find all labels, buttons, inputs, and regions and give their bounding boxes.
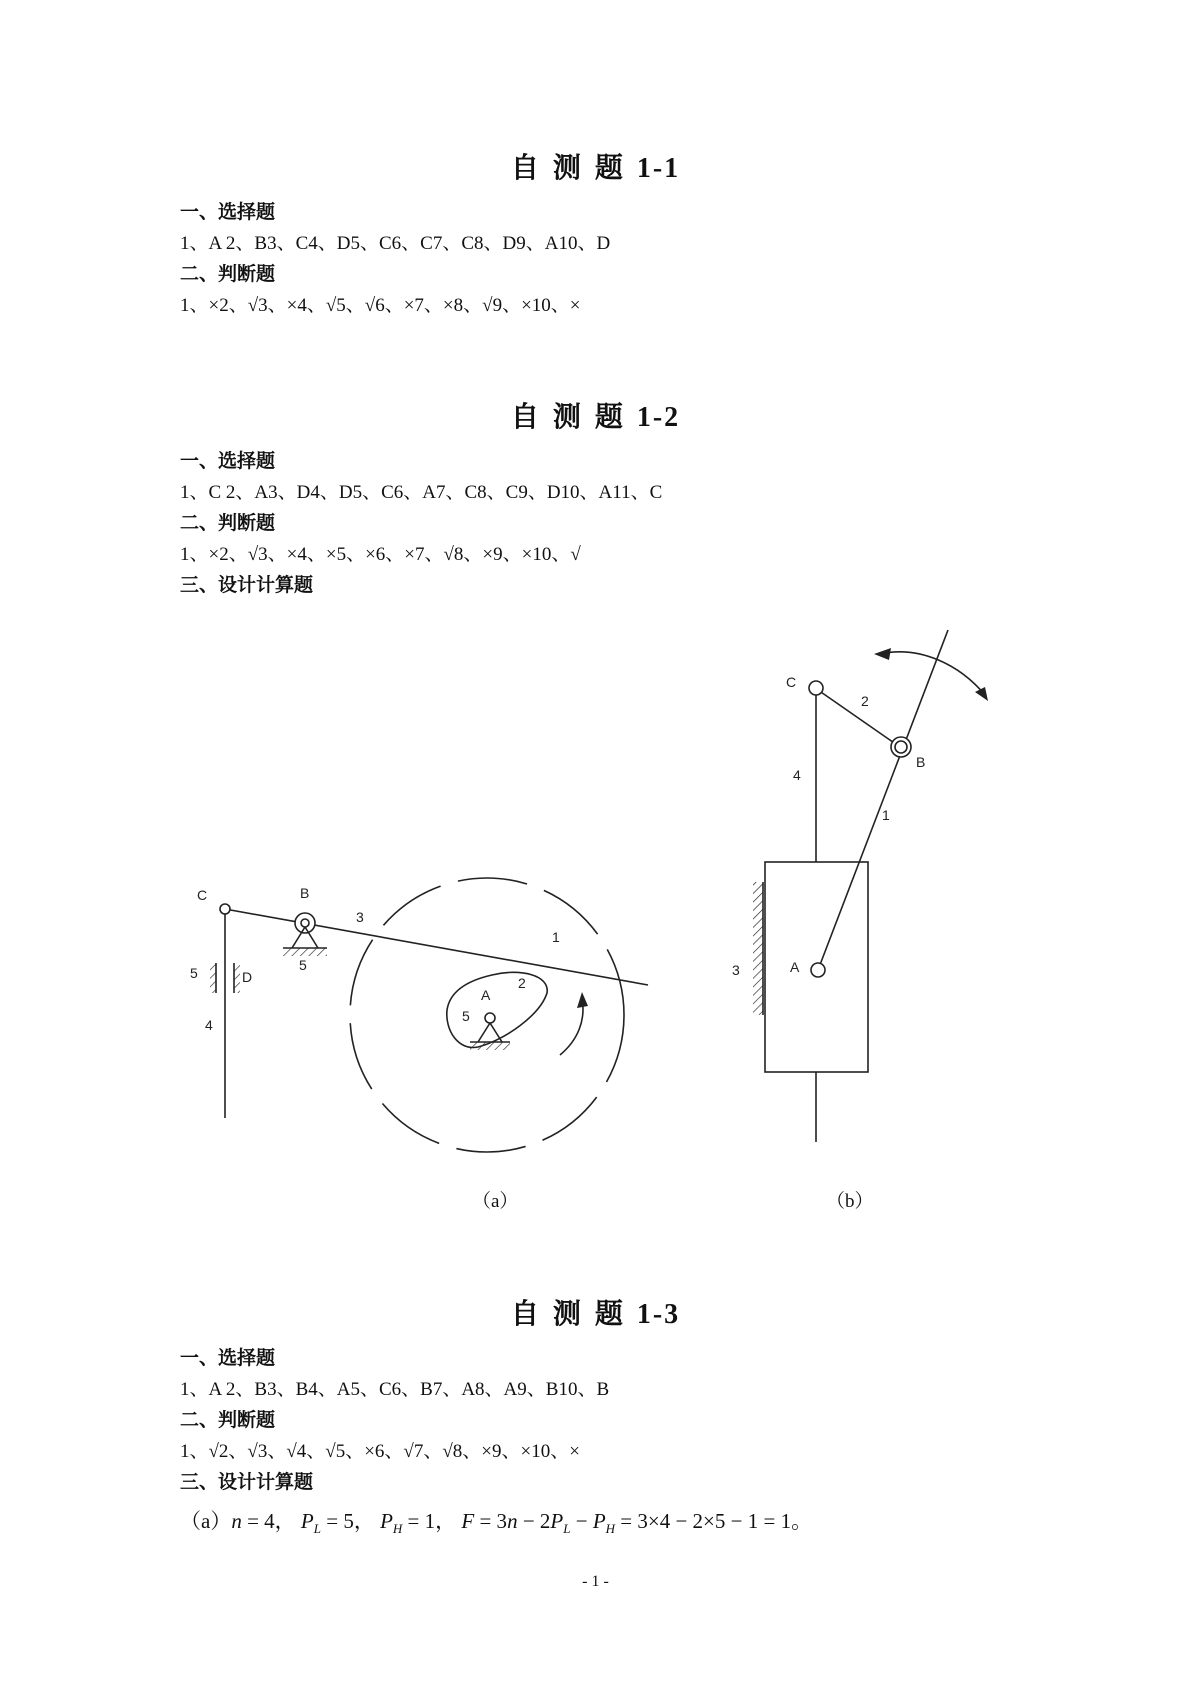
label-a-3: 3	[356, 909, 364, 925]
choice-heading-1-3: 一、选择题	[180, 1347, 276, 1369]
joint-c-b	[809, 681, 823, 695]
choice-answers-1-2: 1、C 2、A3、D4、D5、C6、A7、C8、C9、D10、A11、C	[180, 482, 663, 503]
section-title-1-2: 自测题1-2	[510, 402, 681, 433]
judge-heading-1-3: 二、判断题	[180, 1409, 276, 1431]
label-b-c: C	[786, 674, 797, 690]
choice-heading-1-2: 一、选择题	[180, 450, 276, 472]
joint-a-b	[811, 963, 825, 977]
design-heading-1-3: 三、设计计算题	[180, 1471, 314, 1493]
label-a-5-cam: 5	[462, 1008, 470, 1024]
judge-answers-1-1: 1、×2、√3、×4、√5、√6、×7、×8、√9、×10、×	[180, 295, 581, 316]
choice-answers-1-3: 1、A 2、B3、B4、A5、C6、B7、A8、A9、B10、B	[180, 1379, 610, 1400]
figure-b-caption: （b）	[826, 1191, 874, 1212]
choice-heading-1-1: 一、选择题	[180, 201, 276, 223]
dof-formula: （a）n = 4， $P_L = 5$， $P_H = 1$， $F = 3n - 2P_L - P_H = 3\times 4 - 2\times 5 - 1 = 1$。	[180, 1509, 813, 1537]
label-a-5-guide: 5	[190, 965, 198, 981]
page-number: - 1 -	[582, 1573, 609, 1590]
judge-heading-1-1: 二、判断题	[180, 263, 276, 285]
judge-answers-1-2: 1、×2、√3、×4、×5、×6、×7、√8、×9、×10、√	[180, 544, 581, 565]
joint-c-a	[220, 904, 230, 914]
judge-answers-1-3: 1、√2、√3、√4、√5、×6、√7、√8、×9、×10、×	[180, 1441, 580, 1462]
link-2-b	[818, 690, 900, 747]
design-heading-1-2: 三、设计计算题	[180, 574, 314, 596]
choice-answers-1-1: 1、A 2、B3、C4、D5、C6、C7、C8、D9、A10、D	[180, 233, 611, 254]
section-title-1-1: 自测题1-1	[510, 153, 681, 184]
label-a-4: 4	[205, 1017, 213, 1033]
figure-b-diagram	[753, 630, 988, 1142]
label-b-3: 3	[732, 962, 740, 978]
label-a-1: 1	[552, 929, 560, 945]
label-a-b: B	[300, 885, 310, 901]
label-a-5-pivot: 5	[299, 957, 307, 973]
label-a-c: C	[197, 887, 208, 903]
label-b-4: 4	[793, 767, 801, 783]
figure-a-caption: （a）	[472, 1191, 519, 1212]
label-a-d: D	[242, 969, 253, 985]
judge-heading-1-2: 二、判断题	[180, 512, 276, 534]
cam-pivot-a	[485, 1013, 495, 1023]
crank-link-1	[818, 630, 948, 970]
lever-link-3	[225, 909, 648, 985]
label-b-1: 1	[882, 807, 890, 823]
label-b-2: 2	[861, 693, 869, 709]
label-b-b: B	[916, 754, 926, 770]
label-a-a: A	[481, 987, 491, 1003]
figure-a-diagram	[210, 878, 648, 1152]
label-b-a: A	[790, 959, 800, 975]
label-a-2: 2	[518, 975, 526, 991]
section-title-1-3: 自测题1-3	[510, 1299, 681, 1330]
